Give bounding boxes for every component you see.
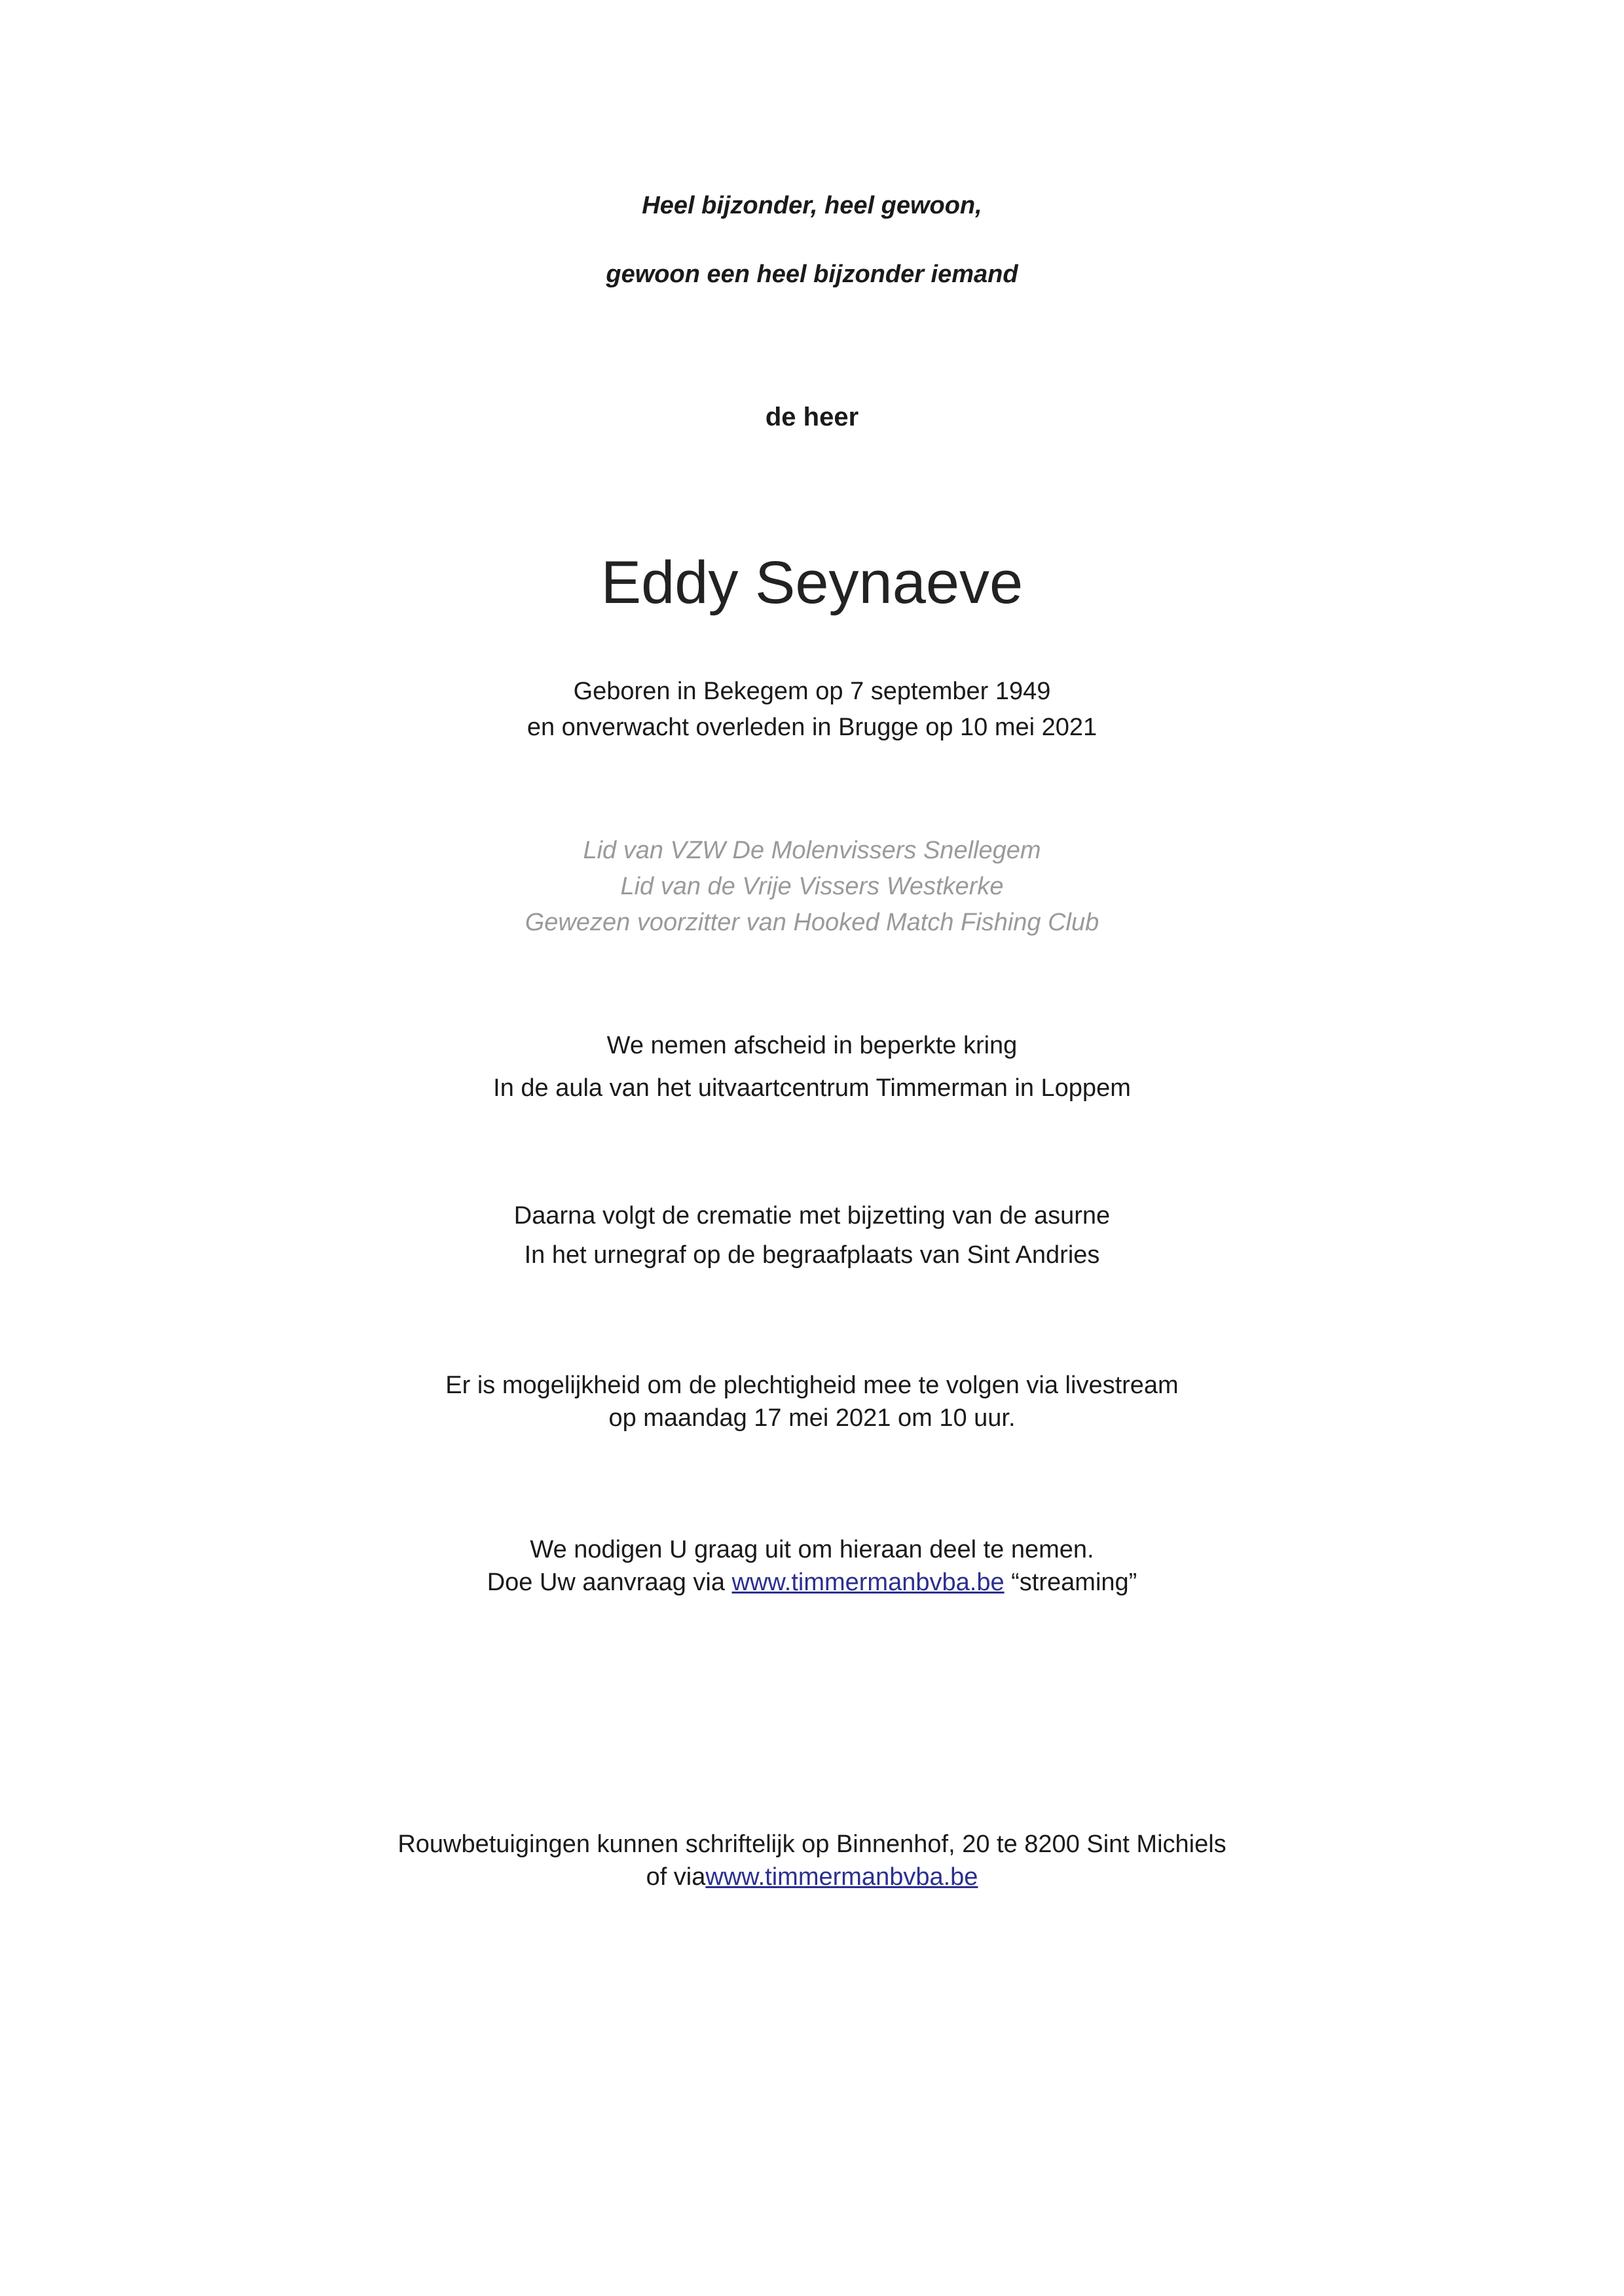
condolences-line-1: Rouwbetuigingen kunnen schriftelijk op Binnenhof, 20 te 8200 Sint Michiels [397,1831,1227,1858]
condolences-prefix: of via [646,1863,706,1891]
invitation-prefix: Doe Uw aanvraag via [487,1569,732,1596]
farewell-line-1: We nemen afscheid in beperkte kring [606,1032,1018,1059]
farewell-line-2: In de aula van het uitvaartcentrum Timmerman in Loppem [493,1074,1131,1102]
motto-line-1: Heel bijzonder, heel gewoon, [642,192,982,219]
cremation-line-2: In het urnegraf op de begraafplaats van Sint Andries [524,1241,1100,1269]
livestream-line-2: op maandag 17 mei 2021 om 10 uur. [608,1404,1016,1432]
cremation-line-1: Daarna volgt de crematie met bijzetting van de asurne [513,1202,1111,1230]
honorific: de heer [765,403,859,431]
condolences-link[interactable]: www.timmermanbvba.be [705,1863,978,1891]
funeral-home-link[interactable]: www.timmermanbvba.be [731,1569,1005,1596]
condolences-line-2 [0,1863,1624,1892]
membership-line: Lid van VZW De Molenvissers Snellegem [583,837,1041,864]
invitation-line-2 [0,1569,1624,1597]
death-line: en onverwacht overleden in Brugge op 10 mei 2021 [526,714,1098,741]
motto-line-2: gewoon een heel bijzonder iemand [606,261,1018,288]
invitation-line-1: We nodigen U graag uit om hieraan deel te nemen. [530,1536,1094,1563]
membership-line: Lid van de Vrije Vissers Westkerke [620,873,1004,900]
membership-line: Gewezen voorzitter van Hooked Match Fishing Club [525,909,1099,936]
birth-line: Geboren in Bekegem op 7 september 1949 [573,678,1051,705]
invitation-suffix: “streaming” [1004,1569,1137,1596]
livestream-line-1: Er is mogelijkheid om de plechtigheid mee te volgen via livestream [445,1372,1179,1399]
deceased-name: Eddy Seynaeve [600,549,1024,616]
